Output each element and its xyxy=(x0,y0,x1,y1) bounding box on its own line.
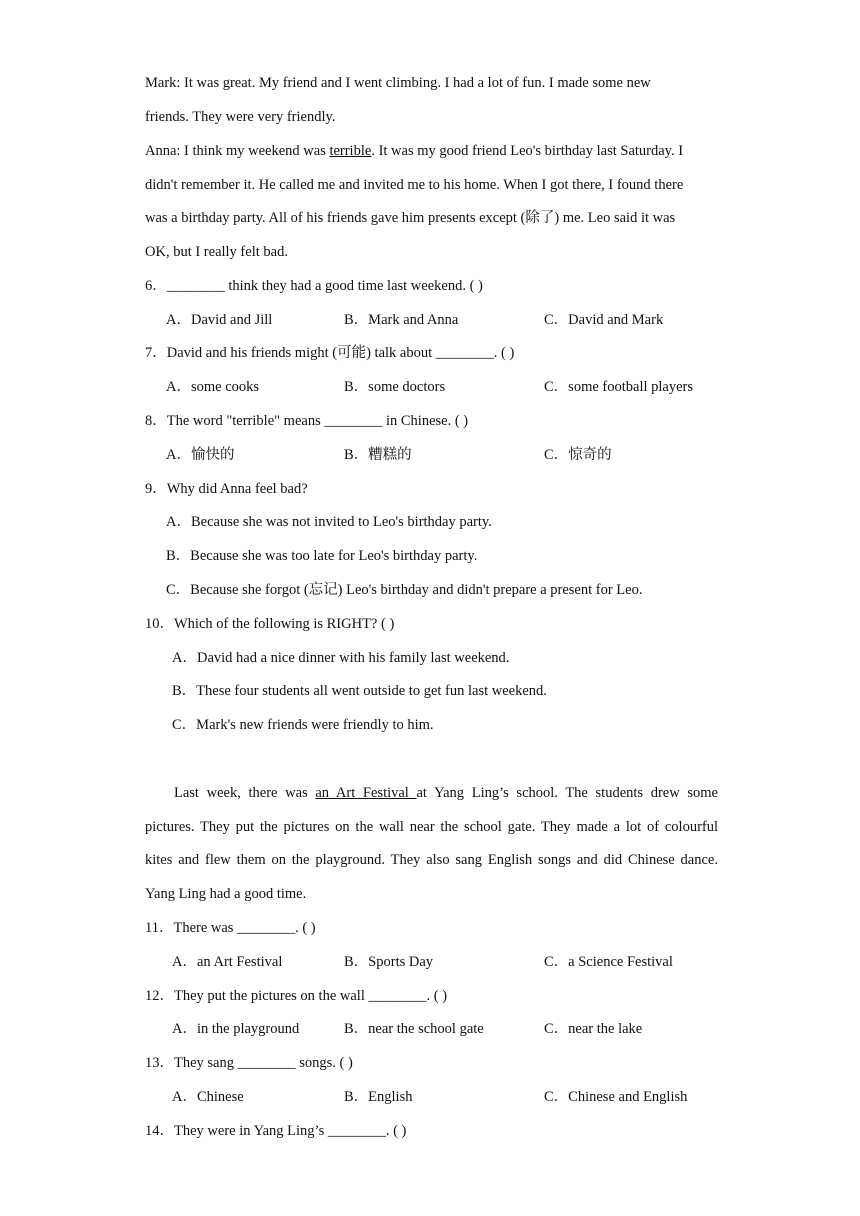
question-stem: 10．Which of the following is RIGHT? ( ) xyxy=(145,616,395,632)
option-b[interactable]: B．Because she was too late for Leo's birthday party. xyxy=(166,548,478,564)
option-c[interactable]: C．some football players xyxy=(544,379,694,395)
passage-text: Last week, there was xyxy=(174,785,316,801)
option-b[interactable]: B．some doctors xyxy=(344,379,446,395)
underlined-word: terrible xyxy=(329,143,372,159)
option-a[interactable]: A．愉快的 xyxy=(166,447,235,463)
option-c[interactable]: C．Mark's new friends were friendly to him. xyxy=(172,717,434,733)
option-b[interactable]: B．Mark and Anna xyxy=(344,312,459,328)
option-b[interactable]: B．These four students all went outside to get fun last weekend. xyxy=(172,683,547,699)
question-stem: 7．David and his friends might (可能) talk about ________. ( ) xyxy=(145,345,515,361)
option-a[interactable]: A．an Art Festival xyxy=(172,954,283,970)
passage-text: at Yang Ling’s school. The students drew some xyxy=(416,785,718,801)
question-stem: 11．There was ________. ( ) xyxy=(145,920,316,936)
passage-line: OK, but I really felt bad. xyxy=(145,244,288,260)
option-a[interactable]: A．in the playground xyxy=(172,1021,300,1037)
question-stem: 14．They were in Yang Ling’s ________. ( ) xyxy=(145,1123,407,1139)
option-c[interactable]: C．惊奇的 xyxy=(544,447,612,463)
question-stem: 6．________ think they had a good time last weekend. ( ) xyxy=(145,278,483,294)
option-c[interactable]: C．Because she forgot (忘记) Leo's birthday and didn't prepare a present for Leo. xyxy=(166,582,643,598)
question-stem: 9．Why did Anna feel bad? xyxy=(145,481,308,497)
option-c[interactable]: C．a Science Festival xyxy=(544,954,673,970)
passage-line: friends. They were very friendly. xyxy=(145,109,336,125)
option-b[interactable]: B．near the school gate xyxy=(344,1021,484,1037)
option-a[interactable]: A．some cooks xyxy=(166,379,260,395)
passage-line: was a birthday party. All of his friends gave him presents except (除了) me. Leo said it was xyxy=(145,210,676,226)
option-a[interactable]: A．Because she was not invited to Leo's birthday party. xyxy=(166,514,492,530)
question-stem: 13．They sang ________ songs. ( ) xyxy=(145,1055,353,1071)
option-b[interactable]: B．Sports Day xyxy=(344,954,434,970)
passage-line xyxy=(174,783,718,803)
passage-line: kites and flew them on the playground. They also sang English songs and did Chinese dance. xyxy=(145,852,718,868)
option-a[interactable]: A．Chinese xyxy=(172,1089,244,1105)
passage-line: Mark: It was great. My friend and I went climbing. I had a lot of fun. I made some new xyxy=(145,75,651,91)
passage-line xyxy=(145,141,683,161)
option-b[interactable]: B．糟糕的 xyxy=(344,447,412,463)
option-c[interactable]: C．David and Mark xyxy=(544,312,664,328)
question-stem: 12．They put the pictures on the wall ________. ( ) xyxy=(145,988,448,1004)
passage-text: . It was my good friend Leo's birthday last Saturday. I xyxy=(371,143,684,159)
option-c[interactable]: C．Chinese and English xyxy=(544,1089,688,1105)
question-stem: 8．The word "terrible" means ________ in Chinese. ( ) xyxy=(145,413,469,429)
underlined-phrase: an Art Festival xyxy=(315,785,417,801)
passage-line: Yang Ling had a good time. xyxy=(145,886,307,902)
passage-line: didn't remember it. He called me and invited me to his home. When I got there, I found there xyxy=(145,177,684,193)
passage-line: pictures. They put the pictures on the wall near the school gate. They made a lot of colourful xyxy=(145,819,718,835)
speaker-text: Anna: I think my weekend was xyxy=(145,143,330,159)
option-a[interactable]: A．David and Jill xyxy=(166,312,273,328)
option-c[interactable]: C．near the lake xyxy=(544,1021,643,1037)
option-a[interactable]: A．David had a nice dinner with his family last weekend. xyxy=(172,650,510,666)
option-b[interactable]: B．English xyxy=(344,1089,413,1105)
